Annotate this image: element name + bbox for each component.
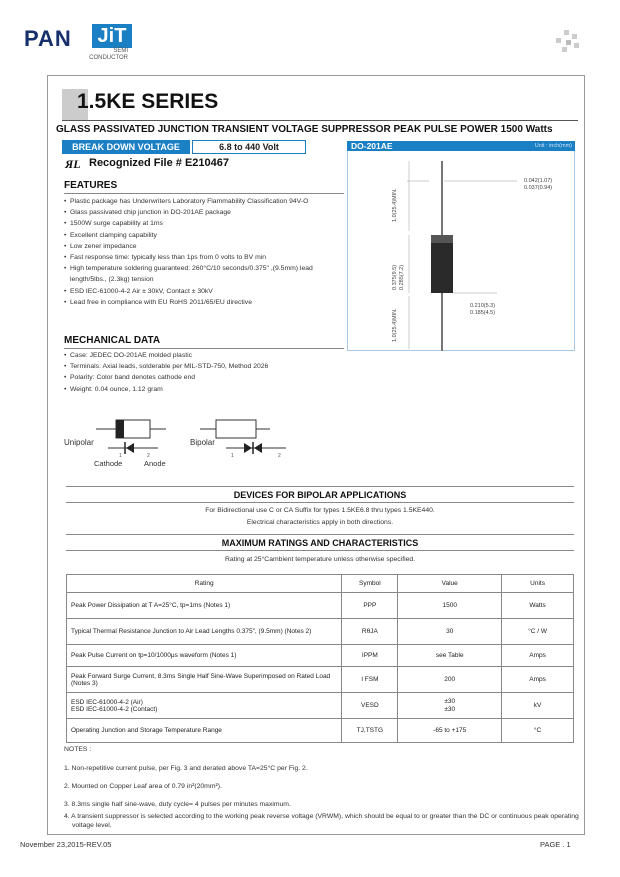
symbol-cell: I FSM bbox=[342, 667, 398, 693]
symbol-cell: RθJA bbox=[342, 619, 398, 645]
list-item: • Excellent clamping capability bbox=[64, 230, 349, 241]
list-item: • Glass passivated chip junction in DO-201AE package bbox=[64, 207, 349, 218]
notes-heading: NOTES : bbox=[64, 746, 92, 753]
divider bbox=[64, 193, 344, 194]
pin-2-label: 2 bbox=[278, 453, 281, 459]
value-cell: -65 to +175 bbox=[398, 719, 502, 743]
list-item: • Case: JEDEC DO-201AE molded plastic bbox=[64, 350, 349, 361]
units-cell: kV bbox=[502, 693, 574, 719]
list-item: • ESD IEC-61000-4-2 Air ± 30kV, Contact ± 30kV bbox=[64, 286, 349, 297]
value-cell: 200 bbox=[398, 667, 502, 693]
mechanical-heading: MECHANICAL DATA bbox=[64, 335, 161, 346]
lead-diameter-min: 0.037(0.94) bbox=[524, 185, 553, 191]
panjit-logo bbox=[24, 24, 144, 64]
footer-date: November 23,2015-REV.05 bbox=[20, 840, 112, 849]
logo-jit-text: JiT bbox=[92, 24, 132, 48]
rating-cell: Peak Pulse Current on tp=10/1000μs waveform (Notes 1) bbox=[67, 645, 342, 667]
package-name: DO-201AE bbox=[351, 141, 393, 151]
list-item: • Lead free in compliance with EU RoHS 2011/65/EU directive bbox=[64, 297, 349, 308]
bipolar-text-1: For Bidirectional use C or CA Suffix for types 1.5KE6.8 thru types 1.5KE440. bbox=[205, 507, 435, 514]
bipolar-label: Bipolar bbox=[190, 438, 215, 447]
breakdown-voltage-value: 6.8 to 440 Volt bbox=[192, 140, 306, 154]
column-header: Units bbox=[502, 575, 574, 593]
value-cell: 1500 bbox=[398, 593, 502, 619]
divider bbox=[62, 120, 578, 121]
divider bbox=[66, 486, 574, 487]
pin-1-label: 1 bbox=[231, 453, 234, 459]
value-cell: see Table bbox=[398, 645, 502, 667]
anode-label: Anode bbox=[144, 459, 166, 468]
lead-diameter-max: 0.042(1.07) bbox=[524, 178, 553, 184]
mechanical-list bbox=[64, 350, 349, 395]
list-item: • Weight: 0.04 ounce, 1.12 gram bbox=[64, 384, 349, 395]
bipolar-heading: DEVICES FOR BIPOLAR APPLICATIONS bbox=[233, 490, 407, 500]
rating-cell: Peak Power Dissipation at T A=25°C, tp=1ms (Notes 1) bbox=[67, 593, 342, 619]
list-item: • Terminals: Axial leads, solderable per MIL-STD-750, Method 2026 bbox=[64, 361, 349, 372]
footer-page: PAGE . 1 bbox=[540, 840, 571, 849]
lead-length-bottom: 1.0(25.4)MIN. bbox=[392, 308, 398, 342]
body-length-max: 0.375(9.5) bbox=[392, 264, 398, 290]
ratings-subtitle: Rating at 25°Cambient temperature unless otherwise specified. bbox=[224, 556, 416, 563]
bipolar-diode-symbol-icon bbox=[226, 440, 286, 456]
logo-pan-text: PAN bbox=[24, 26, 72, 51]
divider bbox=[66, 502, 574, 503]
table-row bbox=[67, 693, 574, 719]
rating-cell: Typical Thermal Resistance Junction to Air Lead Lengths 0.375", (9.5mm) (Notes 2) bbox=[67, 619, 342, 645]
units-cell: Amps bbox=[502, 645, 574, 667]
rating-cell: ESD IEC-61000-4-2 (Air) ESD IEC-61000-4-2 (Contact) bbox=[67, 693, 342, 719]
symbol-cell: IPPM bbox=[342, 645, 398, 667]
lead-length-top: 1.0(25.4)MIN. bbox=[392, 188, 398, 222]
note-item: 2. Mounted on Copper Leaf area of 0.79 in²(20mm²). bbox=[64, 783, 222, 790]
note-item: 1. Non-repetitive current pulse, per Fig. 3 and derated above TA=25°C per Fig. 2. bbox=[64, 765, 308, 772]
unipolar-diode-symbol-icon bbox=[108, 440, 158, 456]
body-diameter-min: 0.185(4.5) bbox=[470, 310, 496, 316]
ratings-heading: MAXIMUM RATINGS AND CHARACTERISTICS bbox=[221, 538, 419, 548]
body-diameter-max: 0.210(5.3) bbox=[470, 303, 496, 309]
ul-recognized-icon bbox=[64, 157, 84, 173]
column-header: Rating bbox=[67, 575, 342, 593]
value-cell: ±30 ±30 bbox=[398, 693, 502, 719]
value-cell: 30 bbox=[398, 619, 502, 645]
units-cell: °C / W bbox=[502, 619, 574, 645]
features-list bbox=[64, 196, 349, 308]
pin-2-label: 2 bbox=[147, 453, 150, 459]
dots-icon bbox=[556, 30, 580, 54]
recognized-file: Recognized File # E210467 bbox=[89, 157, 230, 169]
ratings-table bbox=[66, 574, 574, 743]
svg-text:ЯL: ЯL bbox=[65, 157, 81, 170]
logo-semi-text: SEMI CONDUCTOR bbox=[89, 48, 128, 61]
table-row bbox=[67, 645, 574, 667]
column-header: Symbol bbox=[342, 575, 398, 593]
table-row bbox=[67, 593, 574, 619]
symbol-cell: PPP bbox=[342, 593, 398, 619]
unipolar-label: Unipolar bbox=[64, 438, 94, 447]
pin-1-label: 1 bbox=[119, 453, 122, 459]
cathode-label: Cathode bbox=[94, 459, 123, 468]
divider bbox=[64, 348, 344, 349]
features-heading: FEATURES bbox=[64, 180, 118, 191]
list-item: • High temperature soldering guaranteed: 260°C/10 seconds/0.375" ,(9.5mm) lead length/5lbs., (2.3kg) tension bbox=[64, 263, 349, 285]
units-cell: Amps bbox=[502, 667, 574, 693]
table-row bbox=[67, 719, 574, 743]
column-header: Value bbox=[398, 575, 502, 593]
table-header-row bbox=[67, 575, 574, 593]
list-item: • Plastic package has Underwriters Laboratory Flammability Classification 94V-O bbox=[64, 196, 349, 207]
list-item: • Fast response time: typically less than 1ps from 0 volts to BV min bbox=[64, 252, 349, 263]
table-row bbox=[67, 667, 574, 693]
bipolar-text-2: Electrical characteristics apply in both directions. bbox=[246, 519, 394, 526]
rating-cell: Operating Junction and Storage Temperature Range bbox=[67, 719, 342, 743]
symbol-cell: TJ,TSTG bbox=[342, 719, 398, 743]
divider bbox=[66, 534, 574, 535]
units-cell: °C bbox=[502, 719, 574, 743]
list-item: • Polarity: Color band denotes cathode end bbox=[64, 372, 349, 383]
rating-cell: Peak Forward Surge Current, 8.3ms Single Half Sine-Wave Superimposed on Rated Load (Notes 3) bbox=[67, 667, 342, 693]
divider bbox=[66, 550, 574, 551]
list-item: • Low zener impedance bbox=[64, 241, 349, 252]
main-title: GLASS PASSIVATED JUNCTION TRANSIENT VOLTAGE SUPPRESSOR PEAK PULSE POWER 1500 Watts bbox=[56, 124, 553, 135]
note-item: 4. A transient suppressor is selected according to the working peak reverse voltage (VRWM), which should be equal to or greater than the DC or continuous peak operating voltage level. bbox=[64, 813, 579, 829]
table-row bbox=[67, 619, 574, 645]
package-unit: Unit : inch(mm) bbox=[534, 143, 572, 149]
symbol-cell: VESD bbox=[342, 693, 398, 719]
note-item: 3. 8.3ms single half sine-wave, duty cycle= 4 pulses per minutes maximum. bbox=[64, 801, 291, 808]
units-cell: Watts bbox=[502, 593, 574, 619]
series-title: 1.5KE SERIES bbox=[77, 90, 219, 113]
body-length-min: 0.285(7.2) bbox=[399, 264, 405, 290]
list-item: • 1500W surge capability at 1ms bbox=[64, 218, 349, 229]
breakdown-voltage-label: BREAK DOWN VOLTAGE bbox=[62, 140, 190, 154]
